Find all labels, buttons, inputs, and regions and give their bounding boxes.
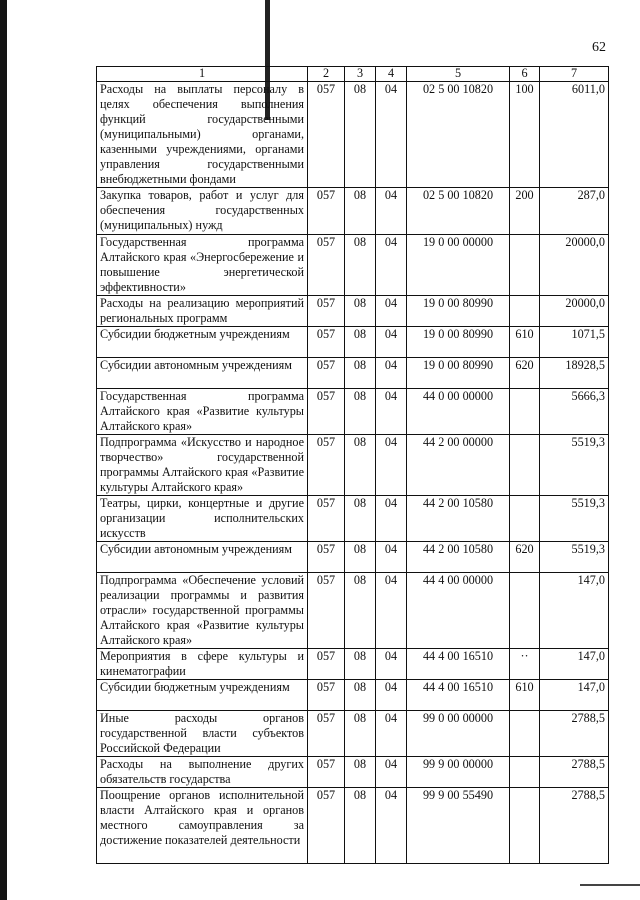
column-header-ministry: 2 [308, 67, 345, 82]
table-row [97, 680, 609, 711]
cell-section: 08 [345, 435, 376, 496]
cell-name: Субсидии автономным учреждениям [97, 358, 308, 389]
cell-target: 44 2 00 00000 [407, 435, 510, 496]
cell-section: 08 [345, 788, 376, 864]
scan-border-bottom [580, 884, 640, 886]
cell-section: 08 [345, 542, 376, 573]
cell-subsection: 04 [376, 389, 407, 435]
column-header-subsection: 4 [376, 67, 407, 82]
table-row [97, 573, 609, 649]
table-row [97, 496, 609, 542]
table-row [97, 788, 609, 864]
cell-expense-type: ·· [510, 649, 540, 680]
cell-name: Подпрограмма «Обеспечение условий реализации программы и развития отрасли» государственной программы Алтайского края «Развитие культуры Алтайского края» [97, 573, 308, 649]
cell-expense-type [510, 235, 540, 296]
cell-subsection: 04 [376, 188, 407, 235]
cell-ministry: 057 [308, 711, 345, 757]
cell-ministry: 057 [308, 235, 345, 296]
cell-subsection: 04 [376, 680, 407, 711]
cell-amount: 6011,0 [540, 82, 609, 188]
cell-ministry: 057 [308, 757, 345, 788]
cell-name: Подпрограмма «Искусство и народное творчество» государственной программы Алтайского края «Развитие культуры Алтайского края» [97, 435, 308, 496]
cell-ministry: 057 [308, 496, 345, 542]
cell-section: 08 [345, 496, 376, 542]
cell-ministry: 057 [308, 389, 345, 435]
column-header-target: 5 [407, 67, 510, 82]
column-header-expense-type: 6 [510, 67, 540, 82]
table-row [97, 757, 609, 788]
cell-target: 19 0 00 80990 [407, 358, 510, 389]
cell-section: 08 [345, 188, 376, 235]
column-header-section: 3 [345, 67, 376, 82]
cell-ministry: 057 [308, 680, 345, 711]
table-row [97, 235, 609, 296]
cell-name: Расходы на выполнение других обязательств государства [97, 757, 308, 788]
table-row [97, 82, 609, 188]
cell-name: Расходы на реализацию мероприятий региональных программ [97, 296, 308, 327]
cell-subsection: 04 [376, 573, 407, 649]
cell-target: 44 4 00 16510 [407, 680, 510, 711]
cell-amount: 5519,3 [540, 496, 609, 542]
cell-amount: 147,0 [540, 680, 609, 711]
cell-subsection: 04 [376, 296, 407, 327]
cell-section: 08 [345, 711, 376, 757]
cell-expense-type [510, 711, 540, 757]
table-row [97, 649, 609, 680]
cell-expense-type [510, 496, 540, 542]
cell-target: 02 5 00 10820 [407, 82, 510, 188]
cell-amount: 2788,5 [540, 711, 609, 757]
cell-target: 99 9 00 00000 [407, 757, 510, 788]
scan-border-left [0, 0, 7, 900]
cell-subsection: 04 [376, 235, 407, 296]
table-header-row [97, 67, 609, 82]
cell-amount: 5666,3 [540, 389, 609, 435]
table-row [97, 435, 609, 496]
cell-section: 08 [345, 358, 376, 389]
cell-section: 08 [345, 680, 376, 711]
cell-name: Поощрение органов исполнительной власти Алтайского края и органов местного самоуправления за достижение показателей деятельности [97, 788, 308, 864]
cell-subsection: 04 [376, 435, 407, 496]
cell-amount: 2788,5 [540, 788, 609, 864]
cell-target: 44 2 00 10580 [407, 496, 510, 542]
table-row [97, 327, 609, 358]
cell-name: Государственная программа Алтайского края «Развитие культуры Алтайского края» [97, 389, 308, 435]
cell-target: 44 2 00 10580 [407, 542, 510, 573]
cell-amount: 287,0 [540, 188, 609, 235]
cell-amount: 147,0 [540, 649, 609, 680]
cell-ministry: 057 [308, 649, 345, 680]
table-row [97, 188, 609, 235]
cell-ministry: 057 [308, 435, 345, 496]
cell-ministry: 057 [308, 327, 345, 358]
cell-section: 08 [345, 389, 376, 435]
cell-amount: 147,0 [540, 573, 609, 649]
cell-target: 99 0 00 00000 [407, 711, 510, 757]
cell-section: 08 [345, 296, 376, 327]
cell-ministry: 057 [308, 788, 345, 864]
cell-name: Мероприятия в сфере культуры и кинематографии [97, 649, 308, 680]
cell-section: 08 [345, 573, 376, 649]
table-body [97, 82, 609, 864]
cell-target: 44 4 00 16510 [407, 649, 510, 680]
cell-expense-type [510, 435, 540, 496]
cell-ministry: 057 [308, 296, 345, 327]
cell-expense-type [510, 788, 540, 864]
budget-table [96, 66, 609, 864]
table-row [97, 542, 609, 573]
cell-subsection: 04 [376, 788, 407, 864]
table-row [97, 711, 609, 757]
cell-name: Расходы на выплаты персоналу в целях обеспечения выполнения функций государственными (муниципальными) органами, казенными учреждениями, органами управления государственными внебюджетными фондами [97, 82, 308, 188]
cell-expense-type: 620 [510, 542, 540, 573]
cell-subsection: 04 [376, 649, 407, 680]
cell-name: Государственная программа Алтайского края «Энергосбережение и повышение энергетической эффективности» [97, 235, 308, 296]
cell-expense-type: 620 [510, 358, 540, 389]
cell-expense-type [510, 296, 540, 327]
table-row [97, 389, 609, 435]
cell-amount: 5519,3 [540, 542, 609, 573]
cell-subsection: 04 [376, 496, 407, 542]
cell-amount: 1071,5 [540, 327, 609, 358]
cell-expense-type [510, 573, 540, 649]
cell-ministry: 057 [308, 188, 345, 235]
cell-subsection: 04 [376, 757, 407, 788]
cell-expense-type: 610 [510, 327, 540, 358]
cell-section: 08 [345, 327, 376, 358]
cell-expense-type: 200 [510, 188, 540, 235]
cell-subsection: 04 [376, 82, 407, 188]
cell-target: 44 4 00 00000 [407, 573, 510, 649]
cell-expense-type [510, 389, 540, 435]
cell-ministry: 057 [308, 573, 345, 649]
cell-amount: 2788,5 [540, 757, 609, 788]
table-row [97, 358, 609, 389]
cell-name: Иные расходы органов государственной власти субъектов Российской Федерации [97, 711, 308, 757]
cell-section: 08 [345, 235, 376, 296]
cell-name: Субсидии бюджетным учреждениям [97, 680, 308, 711]
cell-ministry: 057 [308, 358, 345, 389]
cell-amount: 20000,0 [540, 235, 609, 296]
cell-section: 08 [345, 82, 376, 188]
column-header-name: 1 [97, 67, 308, 82]
cell-target: 02 5 00 10820 [407, 188, 510, 235]
cell-expense-type [510, 757, 540, 788]
page-number: 62 [592, 40, 606, 55]
cell-subsection: 04 [376, 358, 407, 389]
cell-name: Театры, цирки, концертные и другие организации исполнительских искусств [97, 496, 308, 542]
cell-target: 19 0 00 80990 [407, 296, 510, 327]
cell-target: 19 0 00 00000 [407, 235, 510, 296]
cell-name: Субсидии бюджетным учреждениям [97, 327, 308, 358]
cell-name: Закупка товаров, работ и услуг для обеспечения государственных (муниципальных) нужд [97, 188, 308, 235]
cell-name: Субсидии автономным учреждениям [97, 542, 308, 573]
cell-section: 08 [345, 649, 376, 680]
cell-subsection: 04 [376, 327, 407, 358]
cell-target: 44 0 00 00000 [407, 389, 510, 435]
cell-subsection: 04 [376, 542, 407, 573]
cell-amount: 18928,5 [540, 358, 609, 389]
cell-expense-type: 100 [510, 82, 540, 188]
cell-section: 08 [345, 757, 376, 788]
column-header-amount: 7 [540, 67, 609, 82]
cell-target: 19 0 00 80990 [407, 327, 510, 358]
cell-expense-type: 610 [510, 680, 540, 711]
cell-ministry: 057 [308, 542, 345, 573]
cell-ministry: 057 [308, 82, 345, 188]
table-row [97, 296, 609, 327]
cell-amount: 20000,0 [540, 296, 609, 327]
cell-target: 99 9 00 55490 [407, 788, 510, 864]
cell-amount: 5519,3 [540, 435, 609, 496]
cell-subsection: 04 [376, 711, 407, 757]
